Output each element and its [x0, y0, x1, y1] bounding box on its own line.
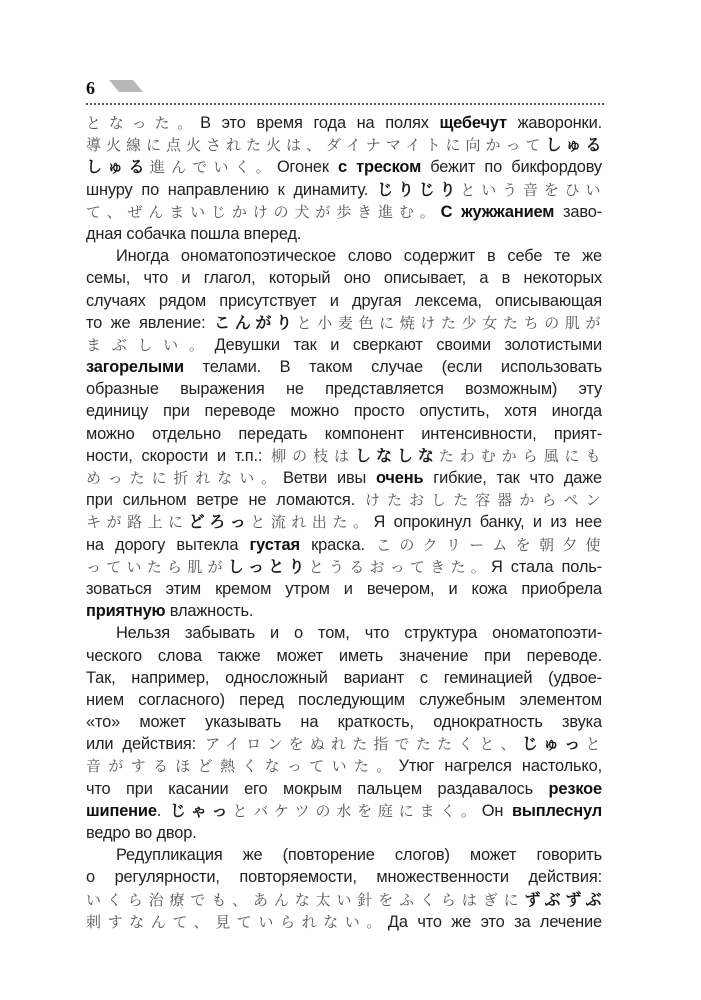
text-line: [86, 134, 602, 156]
japanese-text: 導火線に点火された火は、ダイナマイトに向かって: [86, 136, 546, 155]
onomatopoeia-term: ずぶずぶ: [524, 889, 602, 909]
russian-text: Нельзя забывать и о том, что структура ономатопоэти-: [116, 624, 602, 643]
text-line: [86, 844, 602, 866]
russian-text: ности, скорости и т.п.:: [86, 446, 272, 465]
japanese-text: て、ぜんまいじかけの犬が歩き進む。: [86, 202, 441, 221]
text-line: [86, 911, 602, 933]
text-line: [86, 800, 602, 822]
text-line: [86, 645, 602, 667]
text-line: [86, 467, 602, 489]
russian-text: о регулярности, повторяемости, множественности действия:: [86, 868, 602, 887]
bold-term: густая: [249, 535, 300, 554]
text-line: [86, 267, 602, 289]
text-line: [86, 689, 602, 711]
russian-text: то же явление:: [86, 313, 215, 332]
russian-text: шнуру по направлению к динамиту.: [86, 180, 377, 199]
russian-text: Так, например, односложный вариант с геминацией (удвое-: [86, 668, 602, 687]
onomatopoeia-term: しっとり: [227, 556, 309, 576]
russian-text: при сильном ветре не ломаются.: [86, 491, 366, 510]
russian-text: Утюг нагрелся настолько,: [398, 757, 602, 776]
russian-text: краска.: [299, 535, 377, 554]
text-line: [86, 378, 602, 400]
bold-term: приятную: [86, 602, 166, 621]
bold-term: с треском: [338, 158, 422, 177]
onomatopoeia-term: じゃっ: [169, 800, 233, 820]
text-line: [86, 755, 602, 777]
russian-text: .: [156, 801, 170, 820]
russian-text: Я стала поль-: [490, 557, 602, 576]
text-line: [86, 889, 602, 911]
text-line: [86, 312, 602, 334]
text-line: [86, 600, 602, 622]
russian-text: Да что же это за лечение: [387, 912, 602, 931]
russian-text: нием согласного) перед последующим служебным элементом: [86, 690, 602, 709]
russian-text: зоваться этим кремом утром и вечером, и кожа приобрела: [86, 579, 602, 598]
text-line: [86, 400, 602, 422]
bold-term: шипение: [86, 801, 157, 820]
russian-text: или действия:: [86, 735, 206, 754]
russian-text: семы, что и глагол, который оно описывает, а в некоторых: [86, 269, 602, 288]
text-line: [86, 778, 602, 800]
russian-text: можно отдельно передать компонент интенсивности, прият-: [86, 424, 602, 443]
russian-text: ведро во двор.: [86, 824, 197, 842]
russian-text: В это время года на полях: [200, 114, 440, 132]
body-text: [86, 112, 602, 933]
russian-text: единицу при переводе можно просто опустить, хотя иногда: [86, 402, 602, 421]
onomatopoeia-term: しゅる: [545, 135, 602, 155]
text-line: [86, 489, 602, 511]
russian-text: на дорогу вытекла: [86, 535, 250, 554]
text-line: [86, 201, 602, 223]
russian-text: Ветви ивы: [283, 469, 376, 487]
japanese-text: とうるおってきた。: [308, 557, 491, 576]
japanese-text: 音がするほど熱くなっていた。: [86, 757, 399, 776]
text-line: [86, 445, 602, 467]
japanese-text: 刺すなんて、見ていられない。: [86, 912, 388, 931]
text-line: [86, 112, 602, 134]
text-line: [86, 534, 602, 556]
text-line: [86, 511, 602, 533]
text-line: [86, 356, 602, 378]
japanese-text: けたおした容器からペン: [365, 491, 602, 510]
decorative-slash-mark: [109, 80, 143, 92]
text-line: [86, 223, 602, 245]
japanese-text: と流れ出た。: [250, 513, 374, 532]
japanese-text: アイロンをぬれた指でたたくと、: [205, 735, 522, 754]
text-line: [86, 334, 602, 356]
onomatopoeia-term: どろっ: [188, 512, 251, 532]
japanese-text: このクリームを朝夕使: [376, 535, 602, 554]
russian-text: образные выражения не представляется возможным) эту: [86, 380, 602, 399]
russian-text: влажность.: [165, 602, 254, 621]
text-line: [86, 866, 602, 888]
russian-text: бежит по бикфордову: [421, 158, 602, 177]
onomatopoeia-term: じゅっ: [521, 734, 586, 754]
japanese-text: とバケツの水を庭にまく。: [232, 801, 482, 820]
dotted-header-rule: [86, 103, 604, 105]
text-line: [86, 667, 602, 689]
onomatopoeia-term: こんがり: [214, 312, 297, 332]
russian-text: Огонек: [276, 158, 339, 177]
page-header: [86, 78, 606, 100]
onomatopoeia-term: しゅる: [86, 157, 150, 177]
russian-text: «то» может указывать на краткость, однократность звука: [86, 713, 602, 732]
russian-text: случаях рядом присутствует и другая лексема, описывающая: [86, 291, 602, 310]
russian-text: гибкие, так что даже: [423, 469, 602, 487]
bold-term: загорелыми: [86, 358, 184, 377]
russian-text: ческого слова также может иметь значение при переводе.: [86, 646, 602, 665]
russian-text: Редупликация же (повторение слогов) может говорить: [116, 846, 602, 865]
text-line: [86, 556, 602, 578]
page-number: 6: [86, 78, 95, 98]
russian-text: Девушки так и сверкают своими золотистыми: [214, 335, 602, 354]
bold-term: резкое: [548, 779, 602, 798]
japanese-text: 進んでいく。: [149, 158, 277, 177]
russian-text: Он: [481, 801, 512, 820]
russian-text: телами. В таком случае (если использовать: [183, 358, 602, 377]
text-line: [86, 578, 602, 600]
text-line: [86, 822, 602, 844]
japanese-text: と: [585, 735, 602, 754]
japanese-text: たわむから風にも: [438, 446, 602, 465]
japanese-text: となった。: [86, 114, 201, 132]
text-line: [86, 733, 602, 755]
japanese-text: 柳の枝は: [271, 446, 355, 465]
text-line: [86, 622, 602, 644]
japanese-text: という音をひい: [460, 180, 602, 199]
russian-text: дная собачка пошла вперед.: [86, 224, 302, 243]
japanese-text: と小麦色に焼けた少女たちの肌が: [296, 313, 602, 332]
bold-term: С жужжанием: [440, 202, 555, 221]
text-line: [86, 156, 602, 178]
text-line: [86, 245, 602, 267]
text-line: [86, 290, 602, 312]
japanese-text: めったに折れない。: [86, 469, 284, 487]
japanese-text: っていたら肌が: [86, 557, 228, 576]
russian-text: что при касании его мокрым пальцем раздавалось: [86, 779, 549, 798]
onomatopoeia-term: じりじり: [376, 179, 461, 199]
bold-term: очень: [375, 469, 424, 487]
text-line: [86, 423, 602, 445]
bold-term: щебечут: [439, 114, 507, 132]
onomatopoeia-term: しなしな: [354, 445, 439, 465]
text-line: [86, 179, 602, 201]
russian-text: жаворонки.: [506, 114, 602, 132]
russian-text: Я опрокинул банку, и из нее: [373, 513, 602, 532]
text-line: [86, 711, 602, 733]
japanese-text: いくら治療でも、あんな太い針をふくらはぎに: [86, 890, 525, 909]
japanese-text: キが路上に: [86, 513, 189, 532]
japanese-text: まぶしい。: [86, 335, 215, 354]
russian-text: Иногда ономатопоэтическое слово содержит в себе те же: [116, 247, 602, 266]
bold-term: выплеснул: [511, 801, 602, 820]
russian-text: заво-: [554, 202, 602, 221]
